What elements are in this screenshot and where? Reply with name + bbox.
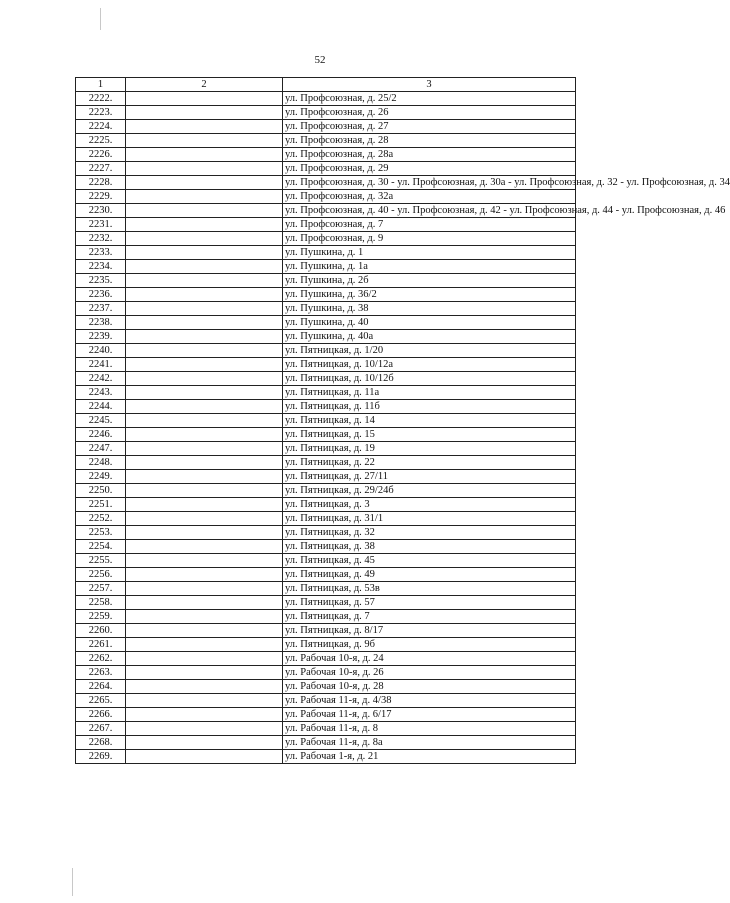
- row-address: ул. Пятницкая, д. 1/20: [283, 344, 576, 358]
- row-number: 2242.: [76, 372, 126, 386]
- row-address: ул. Профсоюзная, д. 26: [283, 106, 576, 120]
- row-address: ул. Рабочая 10-я, д. 24: [283, 652, 576, 666]
- row-address: ул. Профсоюзная, д. 32а: [283, 190, 576, 204]
- row-col2: [126, 92, 283, 106]
- row-address: ул. Рабочая 11-я, д. 8а: [283, 736, 576, 750]
- row-address: ул. Пятницкая, д. 3: [283, 498, 576, 512]
- row-col2: [126, 652, 283, 666]
- table-row: [76, 484, 576, 498]
- row-address: ул. Пятницкая, д. 32: [283, 526, 576, 540]
- row-number: 2263.: [76, 666, 126, 680]
- column-header-1: 1: [76, 78, 126, 92]
- row-address: ул. Пятницкая, д. 27/11: [283, 470, 576, 484]
- column-header-3: 3: [283, 78, 576, 92]
- row-col2: [126, 106, 283, 120]
- row-number: 2255.: [76, 554, 126, 568]
- row-number: 2260.: [76, 624, 126, 638]
- table-row: [76, 554, 576, 568]
- row-col2: [126, 302, 283, 316]
- table-row: [76, 414, 576, 428]
- row-address: ул. Пятницкая, д. 10/12а: [283, 358, 576, 372]
- table-body: [76, 92, 730, 764]
- row-number: 2224.: [76, 120, 126, 134]
- row-number: 2259.: [76, 610, 126, 624]
- table-row: [76, 386, 576, 400]
- table-row: [76, 246, 576, 260]
- row-number: 2246.: [76, 428, 126, 442]
- row-col2: [126, 666, 283, 680]
- row-number: 2229.: [76, 190, 126, 204]
- row-number: 2249.: [76, 470, 126, 484]
- row-col2: [126, 218, 283, 232]
- row-number: 2261.: [76, 638, 126, 652]
- row-number: 2232.: [76, 232, 126, 246]
- table-row: [76, 568, 576, 582]
- row-col2: [126, 512, 283, 526]
- table-row: [76, 190, 576, 204]
- row-address: ул. Пятницкая, д. 38: [283, 540, 576, 554]
- row-address: ул. Пятницкая, д. 57: [283, 596, 576, 610]
- row-address: ул. Рабочая 10-я, д. 26: [283, 666, 576, 680]
- row-number: 2258.: [76, 596, 126, 610]
- row-address: ул. Профсоюзная, д. 25/2: [283, 92, 576, 106]
- table-header-row: [76, 78, 576, 92]
- table-row: [76, 330, 576, 344]
- row-col2: [126, 386, 283, 400]
- row-col2: [126, 120, 283, 134]
- row-number: 2247.: [76, 442, 126, 456]
- page-number: 52: [314, 54, 326, 66]
- row-address: ул. Пятницкая, д. 45: [283, 554, 576, 568]
- row-col2: [126, 540, 283, 554]
- row-col2: [126, 582, 283, 596]
- table-row: [76, 148, 576, 162]
- row-col2: [126, 246, 283, 260]
- row-address: ул. Пятницкая, д. 49: [283, 568, 576, 582]
- table-row: [76, 344, 576, 358]
- row-address: ул. Пушкина, д. 38: [283, 302, 576, 316]
- row-number: 2226.: [76, 148, 126, 162]
- row-number: 2254.: [76, 540, 126, 554]
- row-col2: [126, 694, 283, 708]
- row-number: 2241.: [76, 358, 126, 372]
- row-col2: [126, 344, 283, 358]
- table-row: [76, 638, 576, 652]
- row-col2: [126, 470, 283, 484]
- table-row: [76, 358, 576, 372]
- row-number: 2238.: [76, 316, 126, 330]
- table-row: [76, 526, 576, 540]
- row-address: ул. Пятницкая, д. 11б: [283, 400, 576, 414]
- row-number: 2267.: [76, 722, 126, 736]
- row-col2: [126, 428, 283, 442]
- row-col2: [126, 708, 283, 722]
- row-col2: [126, 638, 283, 652]
- row-col2: [126, 274, 283, 288]
- row-col2: [126, 148, 283, 162]
- row-address: ул. Пятницкая, д. 53в: [283, 582, 576, 596]
- table-row: [76, 582, 576, 596]
- table-row: [76, 260, 576, 274]
- row-col2: [126, 498, 283, 512]
- row-address: ул. Профсоюзная, д. 40 - ул. Профсоюзная, д. 42 - ул. Профсоюзная, д. 44 - ул. Профсоюзная, д. 46: [283, 204, 576, 218]
- row-col2: [126, 400, 283, 414]
- row-number: 2223.: [76, 106, 126, 120]
- row-col2: [126, 330, 283, 344]
- row-number: 2257.: [76, 582, 126, 596]
- row-col2: [126, 162, 283, 176]
- row-number: 2244.: [76, 400, 126, 414]
- row-number: 2225.: [76, 134, 126, 148]
- table-row: [76, 750, 576, 764]
- row-number: 2231.: [76, 218, 126, 232]
- table-row: [76, 540, 576, 554]
- row-address: ул. Профсоюзная, д. 29: [283, 162, 576, 176]
- row-number: 2240.: [76, 344, 126, 358]
- table-row: [76, 722, 576, 736]
- table-row: [76, 652, 576, 666]
- row-col2: [126, 484, 283, 498]
- row-address: ул. Профсоюзная, д. 9: [283, 232, 576, 246]
- row-number: 2230.: [76, 204, 126, 218]
- row-number: 2243.: [76, 386, 126, 400]
- table-row: [76, 512, 576, 526]
- address-table: [75, 77, 730, 764]
- row-address: ул. Пятницкая, д. 9б: [283, 638, 576, 652]
- row-address: ул. Пушкина, д. 40а: [283, 330, 576, 344]
- row-address: ул. Профсоюзная, д. 28: [283, 134, 576, 148]
- table-row: [76, 736, 576, 750]
- row-address: ул. Пятницкая, д. 11а: [283, 386, 576, 400]
- row-address: ул. Рабочая 10-я, д. 28: [283, 680, 576, 694]
- row-address: ул. Пятницкая, д. 19: [283, 442, 576, 456]
- row-col2: [126, 134, 283, 148]
- row-address: ул. Рабочая 11-я, д. 6/17: [283, 708, 576, 722]
- row-col2: [126, 190, 283, 204]
- table-row: [76, 456, 576, 470]
- table-row: [76, 120, 576, 134]
- table-row: [76, 162, 576, 176]
- row-number: 2253.: [76, 526, 126, 540]
- row-col2: [126, 316, 283, 330]
- row-address: ул. Пушкина, д. 36/2: [283, 288, 576, 302]
- row-number: 2264.: [76, 680, 126, 694]
- row-col2: [126, 232, 283, 246]
- row-address: ул. Профсоюзная, д. 30 - ул. Профсоюзная, д. 30а - ул. Профсоюзная, д. 32 - ул. Профсоюзная, д. 34: [283, 176, 576, 190]
- table-row: [76, 176, 576, 190]
- row-number: 2266.: [76, 708, 126, 722]
- table-row: [76, 610, 576, 624]
- row-number: 2252.: [76, 512, 126, 526]
- table-row: [76, 596, 576, 610]
- row-col2: [126, 554, 283, 568]
- row-address: ул. Профсоюзная, д. 27: [283, 120, 576, 134]
- row-number: 2269.: [76, 750, 126, 764]
- column-header-2: 2: [126, 78, 283, 92]
- row-col2: [126, 736, 283, 750]
- row-address: ул. Пятницкая, д. 8/17: [283, 624, 576, 638]
- row-number: 2222.: [76, 92, 126, 106]
- row-address: ул. Рабочая 11-я, д. 8: [283, 722, 576, 736]
- row-address: ул. Пушкина, д. 1а: [283, 260, 576, 274]
- table-row: [76, 372, 576, 386]
- table-row: [76, 274, 576, 288]
- row-number: 2265.: [76, 694, 126, 708]
- row-col2: [126, 204, 283, 218]
- row-number: 2235.: [76, 274, 126, 288]
- row-number: 2233.: [76, 246, 126, 260]
- table-row: [76, 442, 576, 456]
- table-row: [76, 666, 576, 680]
- scan-artifact-bottom: [72, 868, 73, 896]
- row-address: ул. Пятницкая, д. 15: [283, 428, 576, 442]
- row-col2: [126, 526, 283, 540]
- table-row: [76, 498, 576, 512]
- row-number: 2227.: [76, 162, 126, 176]
- row-col2: [126, 456, 283, 470]
- table-row: [76, 428, 576, 442]
- table-row: [76, 470, 576, 484]
- row-address: ул. Пушкина, д. 40: [283, 316, 576, 330]
- row-address: ул. Пушкина, д. 2б: [283, 274, 576, 288]
- table-row: [76, 106, 576, 120]
- row-col2: [126, 596, 283, 610]
- row-address: ул. Профсоюзная, д. 28а: [283, 148, 576, 162]
- row-number: 2262.: [76, 652, 126, 666]
- row-address: ул. Пятницкая, д. 29/24б: [283, 484, 576, 498]
- table-row: [76, 134, 576, 148]
- row-col2: [126, 680, 283, 694]
- table-row: [76, 302, 576, 316]
- row-number: 2236.: [76, 288, 126, 302]
- table-row: [76, 316, 576, 330]
- row-col2: [126, 358, 283, 372]
- row-col2: [126, 260, 283, 274]
- row-number: 2268.: [76, 736, 126, 750]
- row-number: 2250.: [76, 484, 126, 498]
- table-row: [76, 218, 576, 232]
- table-row: [76, 232, 576, 246]
- scan-artifact-top: [100, 8, 101, 30]
- row-address: ул. Пятницкая, д. 22: [283, 456, 576, 470]
- table-row: [76, 680, 576, 694]
- table-row: [76, 694, 576, 708]
- table-row: [76, 288, 576, 302]
- row-number: 2245.: [76, 414, 126, 428]
- row-number: 2228.: [76, 176, 126, 190]
- row-col2: [126, 176, 283, 190]
- row-address: ул. Пятницкая, д. 10/12б: [283, 372, 576, 386]
- table-row: [76, 400, 576, 414]
- row-col2: [126, 372, 283, 386]
- row-number: 2237.: [76, 302, 126, 316]
- row-address: ул. Рабочая 1-я, д. 21: [283, 750, 576, 764]
- row-address: ул. Пушкина, д. 1: [283, 246, 576, 260]
- row-col2: [126, 750, 283, 764]
- row-address: ул. Пятницкая, д. 7: [283, 610, 576, 624]
- row-address: ул. Профсоюзная, д. 7: [283, 218, 576, 232]
- row-number: 2251.: [76, 498, 126, 512]
- row-col2: [126, 610, 283, 624]
- row-address: ул. Пятницкая, д. 31/1: [283, 512, 576, 526]
- row-number: 2239.: [76, 330, 126, 344]
- row-address: ул. Пятницкая, д. 14: [283, 414, 576, 428]
- row-number: 2234.: [76, 260, 126, 274]
- table-row: [76, 708, 576, 722]
- table-row: [76, 92, 576, 106]
- row-col2: [126, 414, 283, 428]
- row-address: ул. Рабочая 11-я, д. 4/38: [283, 694, 576, 708]
- row-number: 2248.: [76, 456, 126, 470]
- row-col2: [126, 288, 283, 302]
- row-col2: [126, 568, 283, 582]
- row-col2: [126, 624, 283, 638]
- table-row: [76, 204, 576, 218]
- table-row: [76, 624, 576, 638]
- row-number: 2256.: [76, 568, 126, 582]
- row-col2: [126, 442, 283, 456]
- row-col2: [126, 722, 283, 736]
